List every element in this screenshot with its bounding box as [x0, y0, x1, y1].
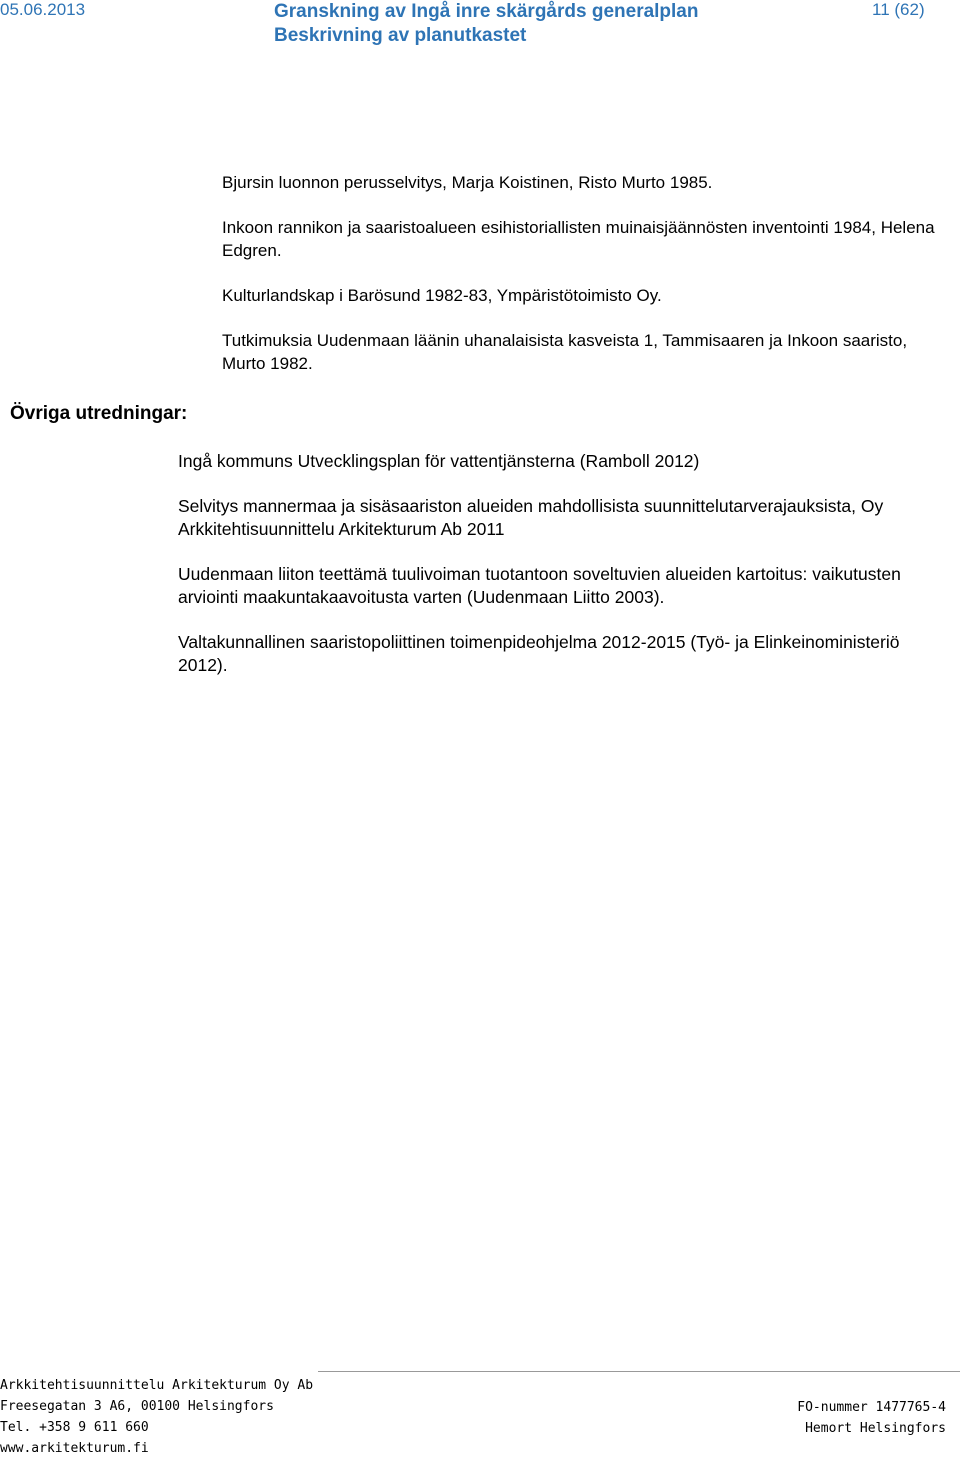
header-title-line1: Granskning av Ingå inre skärgårds generalplan [274, 1, 699, 22]
footer-business-id: FO-nummer 1477765-4 [797, 1400, 946, 1415]
header-title [274, 0, 699, 48]
reference-item: Selvitys mannermaa ja sisäsaariston alueiden mahdollisista suunnittelutarverajauksista, Oy Arkkitehtisuunnittelu Arkitekturum Ab 2011 [178, 496, 884, 539]
footer-domicile: Hemort Helsingfors [805, 1421, 946, 1436]
footer-phone: Tel. +358 9 611 660 [0, 1420, 149, 1435]
reference-item: Uudenmaan liiton teettämä tuulivoiman tuotantoon soveltuvien alueiden kartoitus: vaikutusten arviointi maakuntakaavoitusta varten (Uudenmaan Liitto 2003). [178, 564, 901, 607]
header-title-line2: Beskrivning av planutkastet [274, 25, 527, 46]
footer-contact [0, 1375, 313, 1459]
reference-item: Ingå kommuns Utvecklingsplan för vattentjänsterna (Ramboll 2012) [178, 451, 700, 471]
footer-company: Arkkitehtisuunnittelu Arkitekturum Oy Ab [0, 1378, 314, 1393]
footer-divider [318, 1371, 960, 1372]
footer-registration [797, 1397, 946, 1439]
reference-item: Inkoon rannikon ja saaristoalueen esihistoriallisten muinaisjäännösten inventointi 1984, Helena Edgren. [222, 218, 935, 260]
reference-list-other [178, 450, 938, 699]
page-number: 11 (62) [872, 0, 925, 19]
reference-item: Kulturlandskap i Barösund 1982-83, Ympäristötoimisto Oy. [222, 286, 662, 305]
section-label-other-studies: Övriga utredningar: [10, 403, 188, 424]
reference-list-upper [222, 171, 942, 397]
footer-address: Freesegatan 3 A6, 00100 Helsingfors [0, 1399, 274, 1414]
footer-website: www.arkitekturum.fi [0, 1441, 149, 1456]
reference-item: Bjursin luonnon perusselvitys, Marja Koistinen, Risto Murto 1985. [222, 173, 713, 192]
header-date: 05.06.2013 [0, 0, 86, 19]
reference-item: Tutkimuksia Uudenmaan läänin uhanalaisista kasveista 1, Tammisaaren ja Inkoon saaristo, Murto 1982. [222, 331, 908, 373]
reference-item: Valtakunnallinen saaristopoliittinen toimenpideohjelma 2012-2015 (Työ- ja Elinkeinoministeriö 2012). [178, 632, 900, 675]
